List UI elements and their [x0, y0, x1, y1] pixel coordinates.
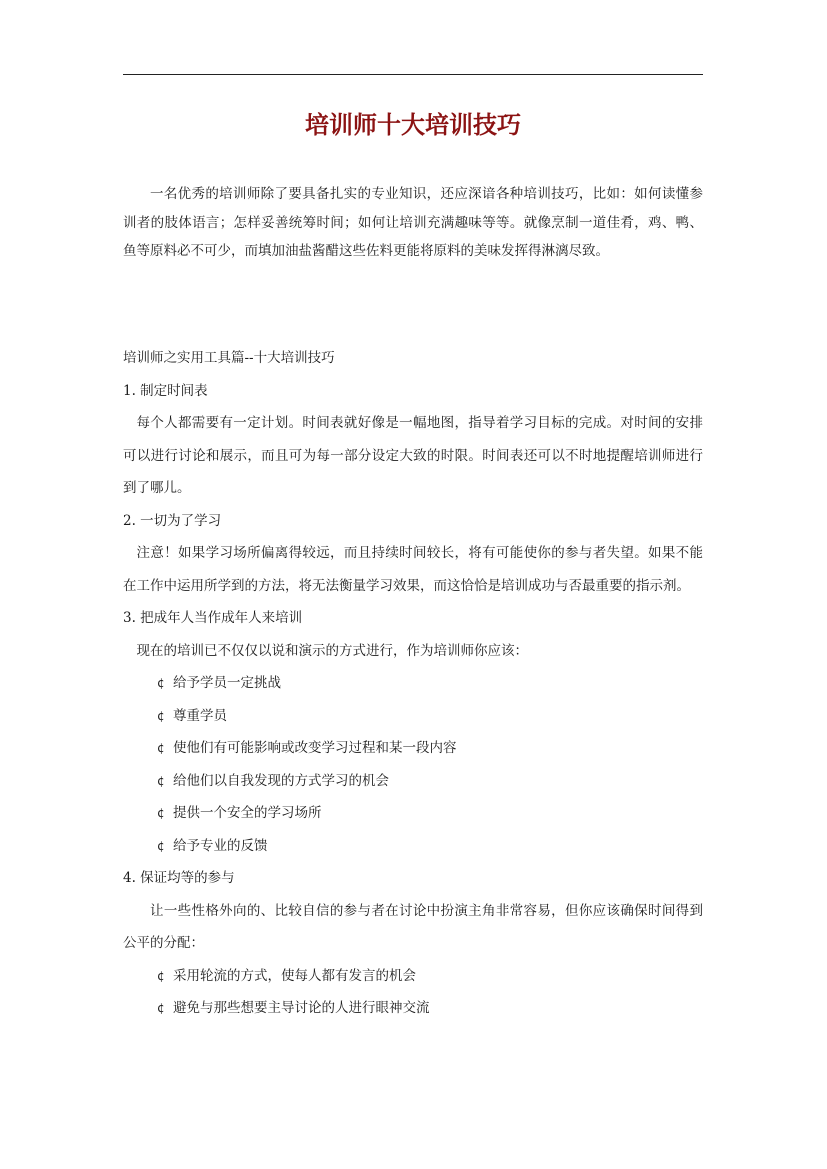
section-subtitle: 培训师之实用工具篇--十大培训技巧: [123, 350, 335, 366]
bullet-icon: ¢: [157, 676, 165, 690]
main-content: [123, 342, 703, 1025]
list-item: [123, 830, 703, 863]
list-item: [123, 797, 703, 830]
bullet-icon: ¢: [157, 968, 165, 983]
list-item: [123, 700, 703, 733]
list-item-text: 尊重学员: [173, 707, 227, 724]
list-item-text: 提供一个安全的学习场所: [173, 805, 322, 821]
list-item-text: 给予学员一定挑战: [173, 675, 281, 691]
section-text: 现在的培训已不仅仅以说和演示的方式进行，作为培训师你应该：: [136, 642, 528, 659]
intro-paragraph: 一名优秀的培训师除了要具备扎实的专业知识，还应深谙各种培训技巧，比如：如何读懂参训者的肢体语言；怎样妥善统筹时间；如何让培训充满趣味等等。就像烹制一道佳肴，鸡、鸭、鱼等原料必不可少，而填加油盐酱醋这些佐料更能将原料的美味发挥得淋漓尽致。: [123, 186, 703, 259]
header-rule: [123, 74, 703, 75]
list-item-text: 给他们以自我发现的方式学习的机会: [173, 772, 389, 789]
bullet-icon: ¢: [157, 838, 165, 853]
bullet-icon: ¢: [157, 773, 165, 788]
list-item: [123, 992, 703, 1025]
bullet-icon: ¢: [157, 708, 165, 723]
bullet-icon: ¢: [157, 741, 165, 755]
section-text: 注意！如果学习场所偏离得较远，而且持续时间较长，将有可能使你的参与者失望。如果不能在工作中运用所学到的方法，将无法衡量学习效果，而这恰恰是培训成功与否最重要的指示剂。: [123, 545, 703, 594]
document-title: 培训师十大培训技巧: [305, 111, 521, 139]
list-item: [123, 765, 703, 798]
section-heading: 3. 把成年人当作成年人来培训: [123, 610, 303, 626]
section-heading: 4. 保证均等的参与: [123, 870, 235, 886]
bullet-icon: ¢: [157, 1001, 165, 1015]
list-item: [123, 732, 703, 765]
list-item-text: 给予专业的反馈: [173, 837, 268, 854]
list-item: [123, 667, 703, 700]
list-item-text: 避免与那些想要主导讨论的人进行眼神交流: [173, 1000, 430, 1016]
bullet-icon: ¢: [157, 806, 165, 820]
list-item: [123, 960, 703, 993]
section-text: 每个人都需要有一定计划。时间表就好像是一幅地图，指导着学习目标的完成。对时间的安排可以进行讨论和展示，而且可为每一部分设定大致的时限。时间表还可以不时地提醒培训师进行到了哪儿。: [123, 415, 703, 496]
section-heading: 2. 一切为了学习: [123, 512, 222, 529]
list-item-text: 采用轮流的方式，使每人都有发言的机会: [173, 967, 416, 984]
section-text: 让一些性格外向的、比较自信的参与者在讨论中扮演主角非常容易，但你应该确保时间得到公平的分配：: [123, 902, 703, 951]
section-heading: 1. 制定时间表: [123, 382, 208, 399]
list-item-text: 使他们有可能影响或改变学习过程和某一段内容: [173, 740, 457, 756]
